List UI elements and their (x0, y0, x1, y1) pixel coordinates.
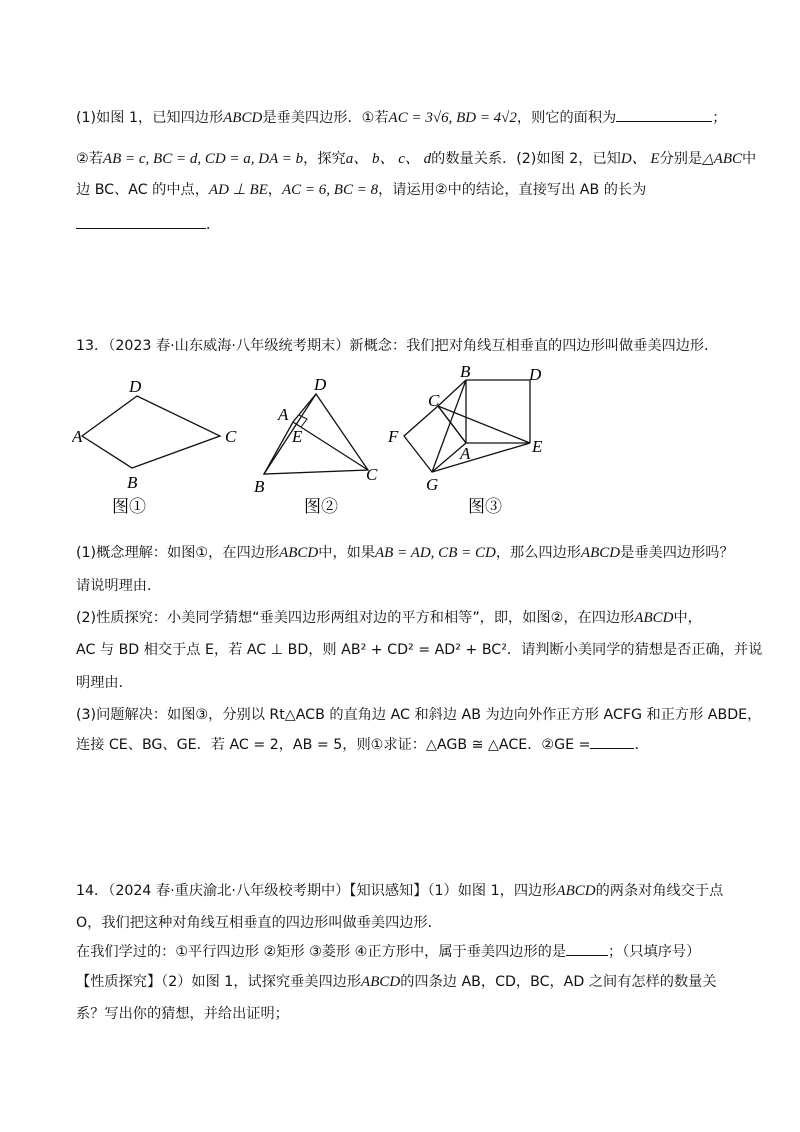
p12-text: (1)如图 1，已知四边形 (76, 110, 224, 126)
p13-text: 是垂美四边形吗？ (620, 545, 734, 561)
right-angle-mark (299, 415, 307, 427)
p12-text: 边 BC、AC 的中点， (76, 182, 209, 198)
de-formula: D、 E (620, 151, 660, 167)
f1-label-d: D (129, 377, 142, 396)
p12-text: ． (206, 217, 221, 233)
p14-text: ；（只填序号） (608, 944, 701, 960)
quad-name: ABCD (279, 545, 319, 561)
f3-label-g: G (426, 475, 439, 494)
p12-text: ，请运用②中的结论，直接写出 AB 的长为 (378, 182, 647, 198)
vals-formula: AC = 6, BC = 8 (282, 182, 379, 198)
tri-formula: △ABC (702, 151, 743, 167)
p12-text: ②若 (76, 151, 103, 167)
p12-line-4 (76, 214, 724, 235)
p12-text: ， (267, 182, 282, 198)
p12-text: 的数量关系．(2)如图 2，已知 (431, 151, 621, 167)
type-answer-blank[interactable] (566, 941, 608, 956)
quad-name: ABCD (361, 974, 401, 990)
p12-line-1 (76, 107, 727, 128)
perp-formula: AD ⊥ BE (208, 182, 268, 198)
f3-label-e: E (532, 437, 543, 456)
cond-formula: AB = AD, CB = CD (375, 545, 496, 561)
p13-text: 连接 CE、BG、GE．若 AC = 2，AB = 5，则①求证：△AGB ≅ △ACE．②GE = (76, 737, 591, 753)
p14-text: 的两条对角线交于点 (595, 883, 724, 899)
p13-q2-line-2: AC 与 BD 相交于点 E，若 AC ⊥ BD，则 AB² + CD² = AD² + BC²．请判断小美同学的猜想是否正确，并说 (76, 642, 763, 658)
f2-label-c: C (366, 465, 378, 484)
f2-label-e: E (292, 427, 303, 446)
f3-label-a: A (460, 444, 471, 463)
p14-text: 在我们学过的：①平行四边形 ②矩形 ③菱形 ④正方形中，属于垂美四边形的是 (76, 944, 567, 960)
p14-text: 【性质探究】（2）如图 1，试探究垂美四边形 (76, 974, 362, 990)
diagonal-ac (293, 422, 368, 470)
f1-label-b: B (127, 473, 138, 492)
quad-name: ABCD (634, 610, 674, 626)
p12-line-2 (76, 149, 757, 169)
given-formula: AC = 3√6, BD = 4√2 (388, 110, 517, 126)
figure-3 (382, 360, 562, 522)
p13-text: (1)概念理解：如图①，在四边形 (76, 545, 280, 561)
figure-1 (72, 372, 252, 522)
f3-label-c: C (428, 391, 440, 410)
segment-ge (432, 443, 530, 472)
ab-answer-blank[interactable] (76, 214, 206, 229)
f3-caption: 图③ (468, 497, 502, 517)
p12-text: ，则它的面积为 (516, 110, 617, 126)
p12-text: 中 (742, 151, 757, 167)
p13-q1-line-1 (76, 543, 734, 563)
f3-label-b: B (460, 362, 471, 381)
f2-caption: 图② (304, 497, 338, 517)
p14-line-5: 系？写出你的猜想，并给出证明； (76, 1006, 289, 1022)
quad-name: ABCD (580, 545, 621, 561)
quad-name: ABCD (556, 883, 596, 899)
p14-line-1 (76, 881, 724, 901)
area-answer-blank[interactable] (616, 107, 712, 122)
p13-q3-line-1: (3)问题解决：如图③，分别以 Rt△ACB 的直角边 AC 和斜边 AB 为边向外作正方形 ACFG 和正方形 ABDE， (76, 707, 762, 723)
p13-heading: 13．（2023 春·山东威海·八年级统考期末）新概念：我们把对角线互相垂直的四边形叫做垂美四边形． (76, 338, 719, 354)
p14-text: 的四条边 AB，CD，BC，AD 之间有怎样的数量关 (400, 974, 717, 990)
p12-text: 分别是 (659, 151, 703, 167)
ge-answer-blank[interactable] (590, 734, 634, 749)
p13-text: 中， (673, 610, 702, 626)
f1-label-a: A (72, 427, 83, 446)
figure-2 (248, 372, 398, 522)
sides-formula: AB = c, BC = d, CD = a, DA = b (102, 151, 304, 167)
p14-line-2: O，我们把这种对角线互相垂直的四边形叫做垂美四边形． (76, 915, 442, 931)
f2-label-d: D (314, 375, 327, 394)
f2-label-a: A (278, 405, 289, 424)
quad-name: ABCD (223, 110, 263, 126)
p12-line-3 (76, 180, 724, 200)
p13-q3-line-2 (76, 734, 724, 755)
f1-caption: 图① (112, 497, 146, 517)
p13-text: ，那么四边形 (495, 545, 581, 561)
square-abde-outer (466, 380, 530, 443)
p14-text: 14．（2024 春·重庆渝北·八年级校考期中）【知识感知】（1）如图 1，四边形 (76, 883, 557, 899)
diagonal-bd (264, 394, 316, 474)
p13-text: 中，如果 (318, 545, 376, 561)
p14-line-4 (76, 972, 724, 992)
p12-text: ，探究 (303, 151, 346, 167)
p13-q1-line-2: 请说明理由． (76, 578, 162, 594)
f1-label-c: C (225, 427, 237, 446)
p13-text: ． (634, 737, 649, 753)
f3-label-d: D (529, 365, 542, 384)
p13-q2-line-3: 明理由． (76, 675, 133, 691)
f3-label-f: F (388, 427, 399, 446)
f2-label-b: B (254, 477, 265, 496)
p12-text: ； (712, 110, 727, 126)
p12-text: 是垂美四边形．①若 (262, 110, 389, 126)
kite-quadrilateral (82, 396, 220, 468)
p13-q2-line-1 (76, 608, 724, 628)
vars-formula: a、 b、 c、 d (345, 151, 432, 167)
p14-line-3 (76, 941, 724, 962)
p13-text: (2)性质探究：小美同学猜想“垂美四边形两组对边的平方和相等”，即，如图②，在四边形 (76, 610, 635, 626)
